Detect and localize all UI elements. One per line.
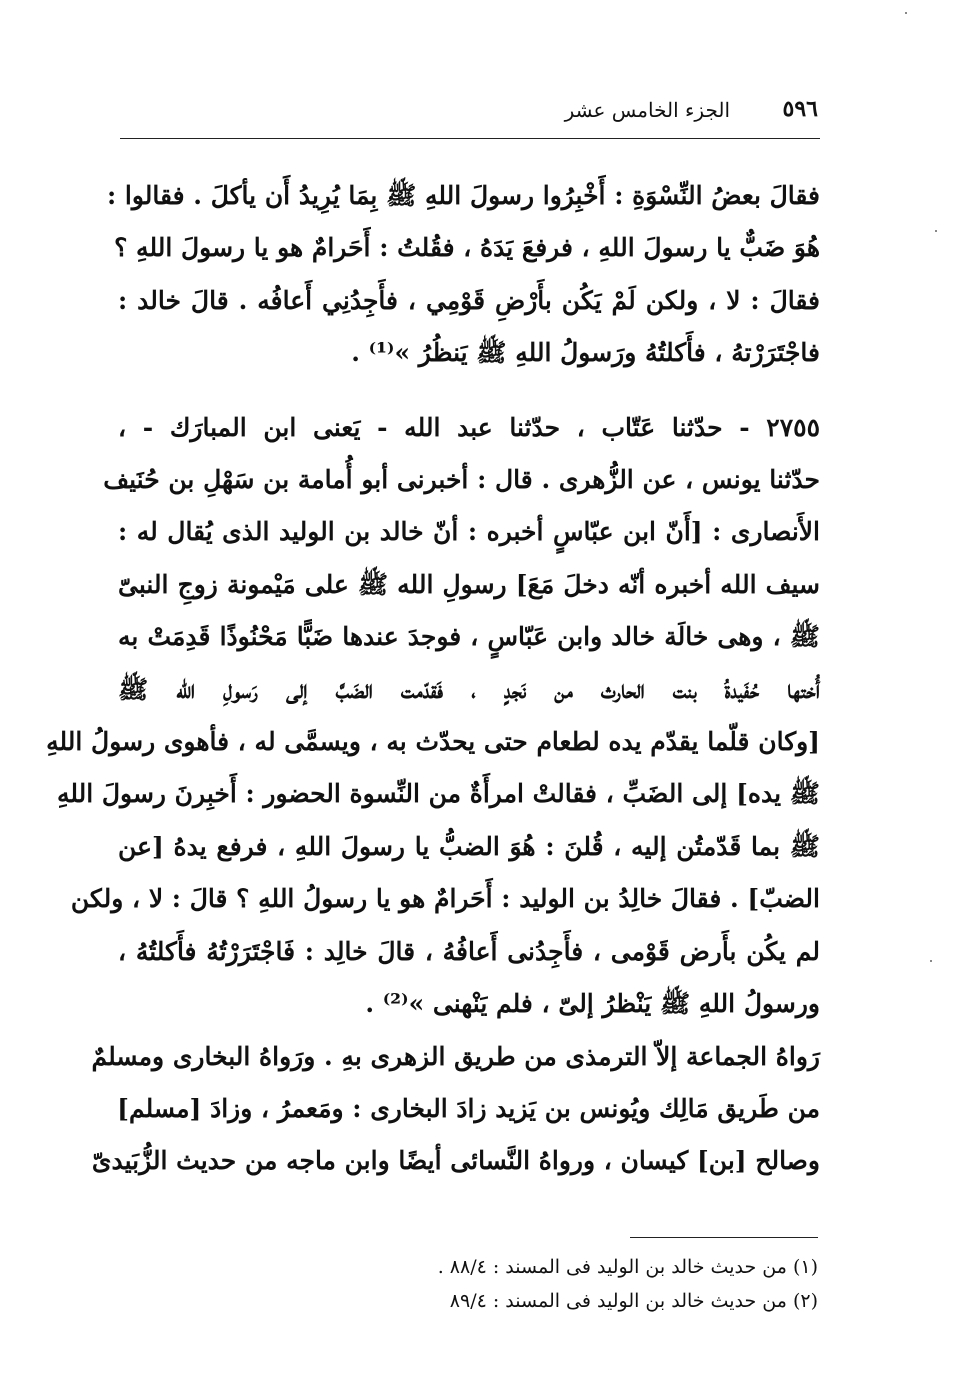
scan-speck xyxy=(930,960,932,962)
page-header xyxy=(120,96,818,136)
text-line: الأَنصارى : [أَنّ ابن عبّاسٍ أخبره : أنّ خالد بن الوليد الذى يُقال له : xyxy=(118,517,820,547)
text-line: ﷺ بما قَدّمتُن إليه ، قُلنَ : هُوَ الضبُّ يا رسولَ اللهِ ، فرفع يدهُ [عن xyxy=(118,831,820,861)
footnote-2: (٢) من حديث خالد بن الوليد فى المسند : ٨٩/٤ xyxy=(449,1290,818,1312)
text-line: رَواهُ الجماعة إلاّ الترمذى من طريق الزهرى بهِ . ورَواهُ البخارى ومسلمٌ xyxy=(91,1041,820,1071)
main-text xyxy=(46,170,820,1188)
text-line: حدّثنا يونس ، عن الزُّهرى . قال : أخبرنى أبو أُمامة بن سَهْلِ بن حُنَيف xyxy=(103,465,820,495)
footnote-rule xyxy=(630,1237,818,1238)
text-line: الضبّ] . فقالَ خالِدُ بن الوليد : أَحَرامٌ هو يا رسولُ اللهِ ؟ قالَ : لا ، ولكن xyxy=(70,884,820,914)
scan-speck xyxy=(935,230,937,232)
page-number: ٥٩٦ xyxy=(782,96,818,122)
footnote-1: (١) من حديث خالد بن الوليد فى المسند : ٨٨/٤ . xyxy=(437,1256,818,1278)
scan-speck xyxy=(905,12,907,14)
paragraph xyxy=(106,170,820,380)
text-line: لم يكُن بأَرض قَوْمى ، فأَجِدُنى أَعافُهُ ، قالَ خالِد : فَاجْتَرَرْتُهُ فأَكلتُهُ ، xyxy=(118,936,820,966)
text-line: [وكان قلّما يقدّم يده لطعام حتى يحدّث به ، ويسمَّى له ، فأهوى رسولُ اللهِ xyxy=(46,727,820,757)
text-line: من طَريق مَالِك ويُونس بن يَزيد زادَ البخارى : ومَعمرُ ، وزادَ [مسلم] xyxy=(117,1093,820,1123)
paragraph-commentary xyxy=(91,1031,820,1188)
text-line: فقالَ : لا ، ولكن لَمْ يَكُن بأَرْضِ قَوْمِي ، فأَجِدُنِي أَعافُه . قالَ خالد : xyxy=(118,285,820,315)
text-line: هُوَ ضَبٌّ يا رسولَ اللهِ ، فرفعَ يَدَهُ ، فقُلتُ : أَحَرامٌ هو يا رسولَ اللهِ ؟ xyxy=(114,233,820,263)
text-line: ٢٧٥٥ - حدّثنا عَتّاب ، حدّثنا عبد الله - يَعنى ابن المبارَك - ، xyxy=(118,412,820,442)
text-line: سيف الله أخبره أنّه دخلَ مَعَ] رسولِ الله ﷺ على مَيْمونة زوجِ النبىّ xyxy=(118,569,820,599)
paragraph-hadith-2755 xyxy=(46,402,820,1031)
text-line: ورسولُ اللهِ ﷺ يَنْظرُ إلىّ ، فلم يَنْهنى »⁽²⁾ . xyxy=(365,989,820,1019)
text-line: وصالح [بن] كيسان ، ورواهُ النَّسائى أيضًا وابن ماجه من حديث الزُّبَيدىّ xyxy=(91,1146,820,1176)
text-line: ﷺ ، وهى خالَة خالد وابن عَبّاسٍ ، فوجدَ عندها ضَبًّا مَحْنُوذًا قَدِمَتْ به xyxy=(118,622,820,652)
paragraph-gap xyxy=(118,380,820,402)
text-line: فاجْتَرَرْتهُ ، فأَكلتُهُ ورَسولُ اللهِ ﷺ يَنظُرُ »⁽¹⁾ . xyxy=(351,338,820,368)
header-rule xyxy=(120,138,820,139)
text-line: أُختها حُفَيدةُ بنت الحارث من نَجدٍ ، فَقدّمت الضَبَّ إلى رَسولِ الله ﷺ xyxy=(118,674,820,704)
running-title: الجزء الخامس عشر xyxy=(564,98,730,122)
text-line: فقالَ بعضُ النِّسْوَةِ : أَخْبِرُوا رسولَ اللهِ ﷺ بِمَا يُرِيدُ أَن يأكلَ . فقالوا : xyxy=(106,181,820,210)
text-line: ﷺ يده] إلى الضَبِّ ، فقالتْ امرأَةٌ من النِّسوة الحضور : أَخبِرنَ رسولَ اللهِ xyxy=(56,779,820,809)
footnotes xyxy=(300,1250,818,1318)
